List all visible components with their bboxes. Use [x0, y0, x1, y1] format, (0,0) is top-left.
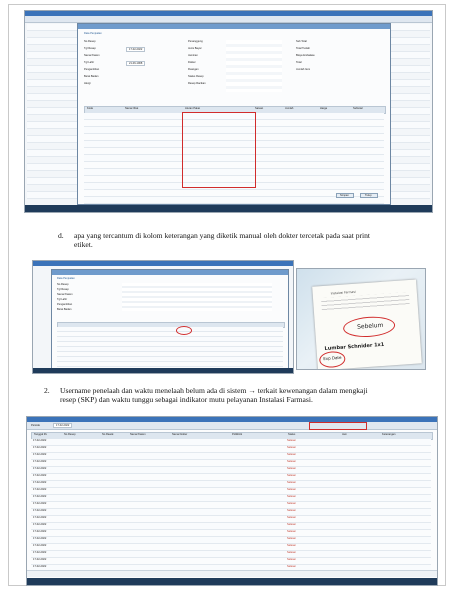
row-date: 17-02-2022 — [33, 446, 47, 449]
row-date: 17-02-2022 — [33, 544, 47, 547]
field-label: Total — [296, 61, 302, 64]
field-label: Pengambilan — [57, 303, 73, 306]
field-label: Jenis Bayar — [188, 47, 202, 50]
col-header: Poliklinik — [232, 433, 243, 436]
field-label: Tgl Lahir — [84, 61, 95, 64]
col-header: No Rawat — [102, 433, 114, 436]
field-label: Berat Badan — [84, 75, 99, 78]
dialog-section-title: Data Penjualan — [84, 32, 102, 35]
list-row[interactable] — [31, 530, 431, 537]
note-d-line2: etiket. — [74, 240, 93, 250]
row-date: 17-02-2022 — [33, 523, 47, 526]
list-row[interactable] — [31, 495, 431, 502]
row-date: 17-02-2022 — [33, 474, 47, 477]
list-row[interactable] — [31, 509, 431, 516]
list-row[interactable] — [31, 488, 431, 495]
col-header: No Resep — [64, 433, 76, 436]
row-status: Selesai — [287, 558, 296, 561]
list-row[interactable] — [31, 439, 431, 446]
field-label: Tgl Resep — [84, 47, 96, 50]
pagination-bar — [27, 570, 437, 577]
field-label: Penanggung — [188, 40, 203, 43]
filter-bar — [25, 16, 432, 23]
row-status: Selesai — [287, 551, 296, 554]
row-status: Selesai — [287, 516, 296, 519]
list-row[interactable] — [31, 537, 431, 544]
field-label: Nama Pasien — [57, 293, 73, 296]
list-row[interactable] — [31, 446, 431, 453]
taskbar — [25, 205, 432, 212]
filter-bar — [27, 422, 437, 430]
list-row[interactable] — [31, 558, 431, 565]
list-row[interactable] — [31, 481, 431, 488]
items-grid-rows[interactable] — [57, 327, 283, 367]
background-list-right — [391, 24, 430, 206]
list-row[interactable] — [31, 502, 431, 509]
medicine-label-photo — [296, 268, 426, 370]
grid-col: Aturan Pakai — [185, 107, 200, 110]
prescription-dialog — [51, 269, 289, 369]
col-header: Jam — [342, 433, 347, 436]
note-d-line1: apa yang tercantum di kolom keterangan yang diketik manual oleh dokter tercetak pada saat print — [74, 231, 371, 240]
field-label: Resep Racikan — [188, 82, 206, 85]
field-label: Tgl Lahir — [57, 298, 68, 301]
field-label: Dokter — [188, 61, 196, 64]
close-button[interactable] — [360, 193, 378, 198]
grid-col: Kode — [87, 107, 94, 110]
row-date: 17-02-2022 — [33, 495, 47, 498]
row-status: Selesai — [287, 460, 296, 463]
field-group — [57, 283, 73, 311]
col-header: Nama Dokter — [172, 433, 188, 436]
field-label: Ruangan — [188, 68, 199, 71]
row-status: Selesai — [287, 488, 296, 491]
field-label: Pengambilan — [84, 68, 100, 71]
row-status: Selesai — [287, 530, 296, 533]
taskbar — [27, 578, 437, 585]
row-status: Selesai — [287, 467, 296, 470]
row-date: 17-02-2022 — [33, 502, 47, 505]
row-status: Selesai — [287, 474, 296, 477]
field-label: Status Resep — [188, 75, 204, 78]
list-row[interactable] — [31, 544, 431, 551]
row-date: 17-02-2022 — [33, 537, 47, 540]
row-status: Selesai — [287, 544, 296, 547]
save-button-label: Simpan — [340, 194, 349, 197]
note-2-line2: resep (SKP) dan waktu tunggu sebagai indikator mutu pelayanan Instalasi Farmasi. — [60, 395, 313, 405]
note-2-label: 2. — [44, 386, 50, 395]
field-label: Tgl Resep — [57, 288, 69, 291]
middle-inputs[interactable] — [226, 40, 282, 92]
row-date: 17-02-2022 — [33, 439, 47, 442]
row-date: 17-02-2022 — [33, 509, 47, 512]
field-label: Sub Total — [296, 40, 307, 43]
note-d-label: d. — [58, 231, 64, 240]
screenshot-prescription-form-2 — [32, 260, 294, 374]
list-row[interactable] — [31, 523, 431, 530]
date-field[interactable]: 17-02-2022 — [126, 47, 145, 52]
col-header: Keterangan — [382, 433, 396, 436]
birthdate-field[interactable]: 21-06-1968 — [126, 61, 145, 66]
list-row[interactable] — [31, 516, 431, 523]
list-row[interactable] — [31, 453, 431, 460]
col-header: Nama Pasien — [130, 433, 146, 436]
prescription-dialog — [77, 23, 391, 205]
row-status: Selesai — [287, 523, 296, 526]
field-label: No Resep — [57, 283, 69, 286]
row-date: 17-02-2022 — [33, 488, 47, 491]
period-label: Periode — [31, 424, 40, 427]
note-2 — [44, 386, 440, 406]
dialog-section-title: Data Penjualan — [57, 277, 75, 280]
left-field-group — [84, 40, 100, 85]
row-status: Selesai — [287, 439, 296, 442]
screenshot-prescription-list — [26, 416, 438, 586]
taskbar — [33, 368, 293, 373]
middle-field-group — [188, 40, 206, 85]
field-label: Alergi — [84, 82, 91, 85]
list-row[interactable] — [31, 551, 431, 558]
field-label: Jumlah Item — [296, 68, 311, 71]
field-label: No Resep — [84, 40, 96, 43]
list-row[interactable] — [31, 460, 431, 467]
screenshot-prescription-form — [24, 10, 433, 213]
save-button[interactable] — [336, 193, 354, 198]
row-date: 17-02-2022 — [33, 565, 47, 568]
grid-col: Jumlah — [285, 107, 294, 110]
field-label: Biaya Embalase — [296, 54, 315, 57]
row-status: Selesai — [287, 446, 296, 449]
field-label: Nama Pasien — [84, 54, 100, 57]
dialog-title-bar — [52, 270, 288, 275]
row-status: Selesai — [287, 453, 296, 456]
highlight-annotation-circle — [319, 351, 346, 369]
row-status: Selesai — [287, 537, 296, 540]
row-status: Selesai — [287, 481, 296, 484]
grid-col: Harga — [320, 107, 328, 110]
row-date: 17-02-2022 — [33, 551, 47, 554]
highlight-annotation-circle — [176, 326, 192, 335]
row-date: 17-02-2022 — [33, 558, 47, 561]
field-label: Berat Badan — [57, 308, 72, 311]
highlight-filter-annotation — [309, 422, 367, 430]
col-header: Tanggal Rx — [34, 433, 47, 436]
handwritten-before: Sebelum — [356, 321, 384, 331]
row-date: 17-02-2022 — [33, 460, 47, 463]
row-date: 17-02-2022 — [33, 481, 47, 484]
list-row[interactable] — [31, 474, 431, 481]
row-status: Selesai — [287, 502, 296, 505]
highlight-annotation-circle — [343, 315, 396, 339]
row-date: 17-02-2022 — [33, 453, 47, 456]
col-header: Status — [288, 433, 296, 436]
list-row[interactable] — [31, 467, 431, 474]
grid-col: Subtotal — [353, 107, 363, 110]
inputs-block[interactable] — [122, 283, 272, 311]
row-status: Selesai — [287, 565, 296, 568]
right-field-group — [296, 40, 315, 71]
row-date: 17-02-2022 — [33, 530, 47, 533]
note-2-line1: Username penelaah dan waktu menelaah belum ada di sistem → terkait kewenangan dalam mengkaji — [60, 386, 368, 395]
close-button-label: Tutup — [365, 194, 372, 197]
grid-col: Satuan — [255, 107, 264, 110]
field-label: Jaminan — [188, 54, 198, 57]
app-title-bar — [33, 261, 293, 266]
label-header: Instalasi Farmasi — [330, 289, 356, 296]
dialog-title-bar — [78, 24, 390, 29]
row-date: 17-02-2022 — [33, 467, 47, 470]
label-paper — [312, 279, 422, 370]
field-label: Total Tuslah — [296, 47, 310, 50]
exp-date: Exp Date — [323, 354, 342, 362]
highlight-annotation-column — [182, 112, 256, 188]
grid-col: Nama Obat — [125, 107, 139, 110]
handwritten-dose: Lumbar Schnider 1x1 — [324, 341, 385, 353]
row-date: 17-02-2022 — [33, 516, 47, 519]
prescription-list-rows[interactable] — [31, 439, 431, 579]
row-status: Selesai — [287, 495, 296, 498]
note-d — [58, 231, 438, 251]
period-date-field[interactable]: 17-02-2022 — [53, 423, 72, 428]
row-status: Selesai — [287, 509, 296, 512]
